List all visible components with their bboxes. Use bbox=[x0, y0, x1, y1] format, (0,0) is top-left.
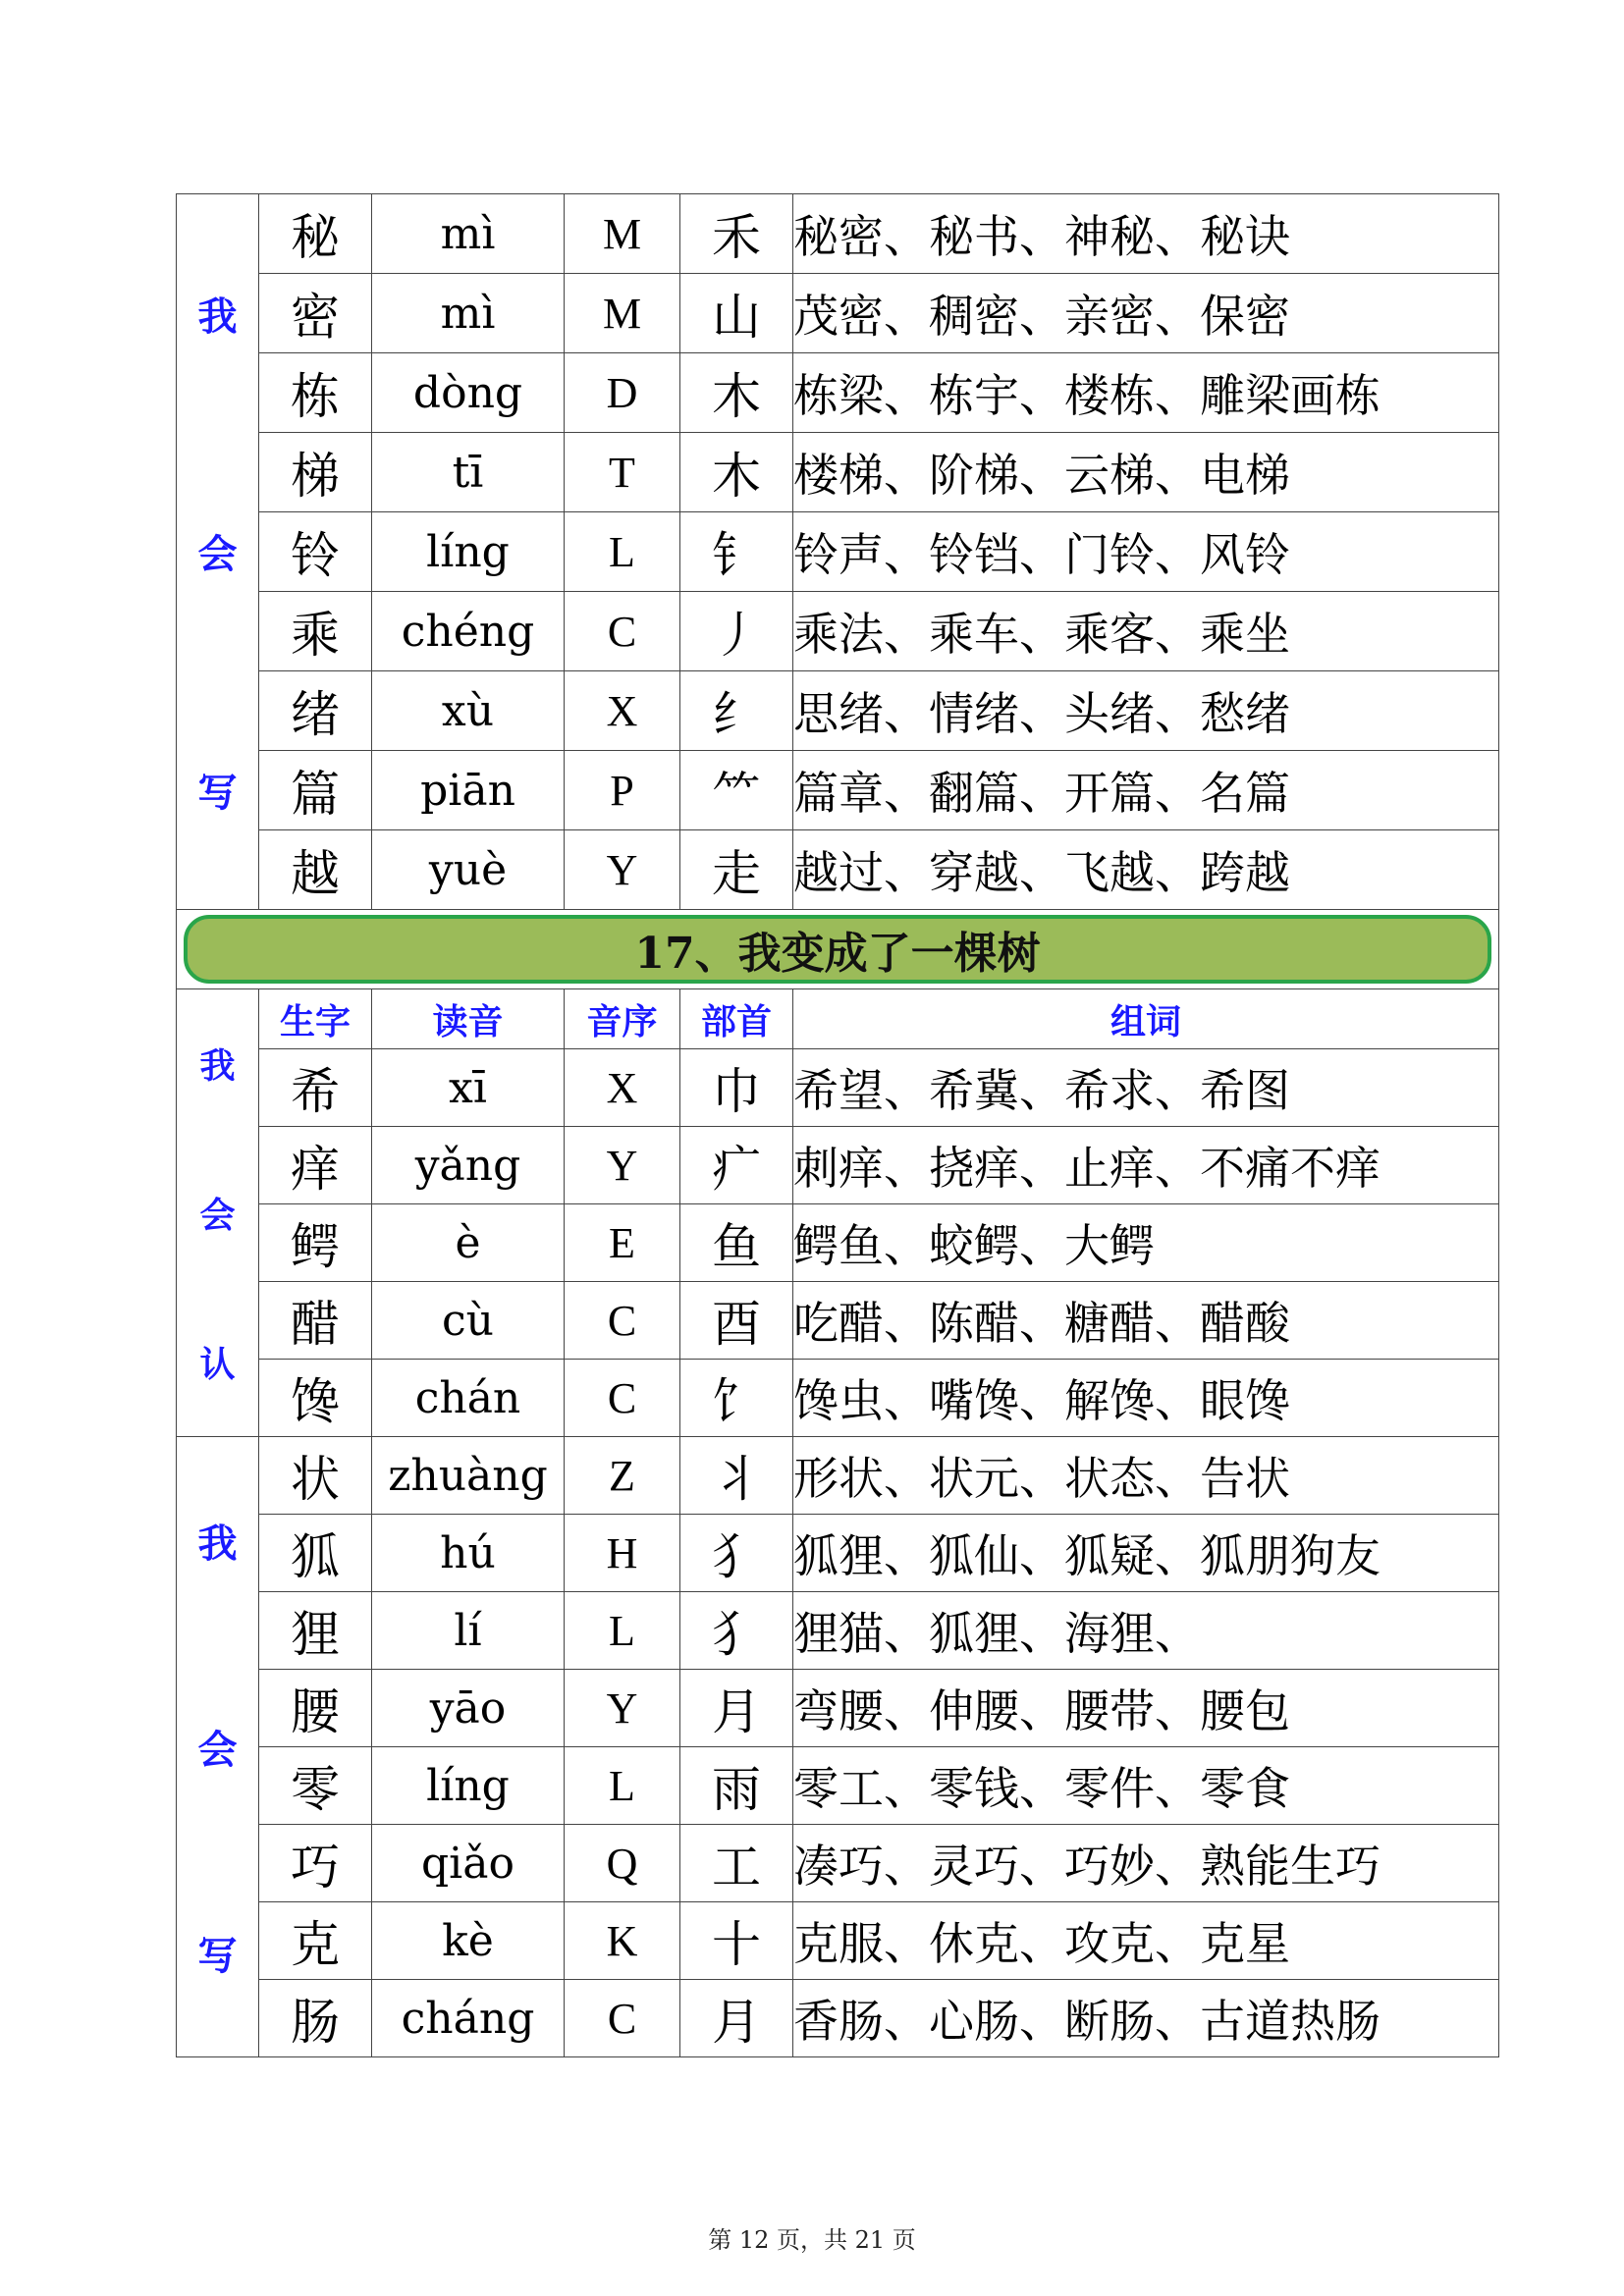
pinyin-cell: xù bbox=[372, 671, 565, 751]
radical-cell: 纟 bbox=[680, 671, 793, 751]
words-cell: 零工、零钱、零件、零食 bbox=[793, 1747, 1499, 1825]
table-row bbox=[177, 1592, 1499, 1670]
words-cell: 形状、状元、状态、告状 bbox=[793, 1437, 1499, 1515]
side-label-char: 我 bbox=[197, 294, 238, 340]
index-letter-cell: E bbox=[565, 1204, 680, 1282]
radical-cell: ⺮ bbox=[680, 751, 793, 830]
index-letter-cell: M bbox=[565, 194, 680, 274]
character-cell: 乘 bbox=[259, 592, 372, 671]
character-cell: 鳄 bbox=[259, 1204, 372, 1282]
index-letter-cell: T bbox=[565, 433, 680, 512]
pinyin-cell: líng bbox=[372, 512, 565, 592]
table-row bbox=[177, 1980, 1499, 2057]
table-row bbox=[177, 830, 1499, 910]
header-pinyin: 读音 bbox=[372, 989, 565, 1049]
pinyin-cell: cù bbox=[372, 1282, 565, 1360]
words-cell: 吃醋、陈醋、糖醋、醋酸 bbox=[793, 1282, 1499, 1360]
pinyin-cell: qiǎo bbox=[372, 1825, 565, 1902]
header-words: 组词 bbox=[793, 989, 1499, 1049]
pinyin-cell: mì bbox=[372, 194, 565, 274]
table-row bbox=[177, 1437, 1499, 1515]
table-row bbox=[177, 1670, 1499, 1747]
pinyin-cell: lí bbox=[372, 1592, 565, 1670]
radical-cell: 禾 bbox=[680, 194, 793, 274]
vocab-table-body bbox=[177, 194, 1499, 2057]
character-cell: 巧 bbox=[259, 1825, 372, 1902]
table-row bbox=[177, 751, 1499, 830]
character-cell: 狐 bbox=[259, 1515, 372, 1592]
character-cell: 克 bbox=[259, 1902, 372, 1980]
words-cell: 鳄鱼、蛟鳄、大鳄 bbox=[793, 1204, 1499, 1282]
character-cell: 秘 bbox=[259, 194, 372, 274]
character-cell: 零 bbox=[259, 1747, 372, 1825]
radical-cell: 月 bbox=[680, 1670, 793, 1747]
table-row bbox=[177, 194, 1499, 274]
lesson-title-banner: 17、我变成了一棵树 bbox=[184, 915, 1491, 984]
radical-cell: 走 bbox=[680, 830, 793, 910]
character-cell: 痒 bbox=[259, 1127, 372, 1204]
table-row bbox=[177, 671, 1499, 751]
side-label-char: 会 bbox=[199, 1195, 236, 1236]
character-cell: 醋 bbox=[259, 1282, 372, 1360]
words-cell: 秘密、秘书、神秘、秘诀 bbox=[793, 194, 1499, 274]
pinyin-cell: yǎng bbox=[372, 1127, 565, 1204]
character-cell: 绪 bbox=[259, 671, 372, 751]
pinyin-cell: hú bbox=[372, 1515, 565, 1592]
words-cell: 刺痒、挠痒、止痒、不痛不痒 bbox=[793, 1127, 1499, 1204]
index-letter-cell: L bbox=[565, 1592, 680, 1670]
index-letter-cell: C bbox=[565, 1282, 680, 1360]
header-char: 生字 bbox=[259, 989, 372, 1049]
table-row bbox=[177, 512, 1499, 592]
index-letter-cell: L bbox=[565, 1747, 680, 1825]
pinyin-cell: cháng bbox=[372, 1980, 565, 2057]
lesson-title-cell bbox=[177, 910, 1499, 989]
index-letter-cell: X bbox=[565, 1049, 680, 1127]
side-label-char: 我 bbox=[197, 1521, 238, 1567]
side-label-stack bbox=[177, 1437, 258, 2056]
index-letter-cell: C bbox=[565, 592, 680, 671]
character-cell: 希 bbox=[259, 1049, 372, 1127]
index-letter-cell: Y bbox=[565, 1670, 680, 1747]
vocab-table bbox=[176, 193, 1499, 2057]
words-cell: 香肠、心肠、断肠、古道热肠 bbox=[793, 1980, 1499, 2057]
radical-cell: 山 bbox=[680, 274, 793, 353]
character-cell: 状 bbox=[259, 1437, 372, 1515]
radical-cell: 巾 bbox=[680, 1049, 793, 1127]
index-letter-cell: H bbox=[565, 1515, 680, 1592]
pinyin-cell: yāo bbox=[372, 1670, 565, 1747]
side-label-cell bbox=[177, 989, 259, 1437]
words-cell: 栋梁、栋宇、楼栋、雕梁画栋 bbox=[793, 353, 1499, 433]
index-letter-cell: K bbox=[565, 1902, 680, 1980]
table-row bbox=[177, 1204, 1499, 1282]
index-letter-cell: Y bbox=[565, 1127, 680, 1204]
words-cell: 馋虫、嘴馋、解馋、眼馋 bbox=[793, 1360, 1499, 1437]
side-label-stack bbox=[177, 989, 258, 1436]
table-row bbox=[177, 433, 1499, 512]
pinyin-cell: mì bbox=[372, 274, 565, 353]
words-cell: 狐狸、狐仙、狐疑、狐朋狗友 bbox=[793, 1515, 1499, 1592]
radical-cell: 钅 bbox=[680, 512, 793, 592]
radical-cell: 雨 bbox=[680, 1747, 793, 1825]
table-row bbox=[177, 1360, 1499, 1437]
radical-cell: 酉 bbox=[680, 1282, 793, 1360]
side-label-stack bbox=[177, 194, 258, 909]
pinyin-cell: kè bbox=[372, 1902, 565, 1980]
pinyin-cell: yuè bbox=[372, 830, 565, 910]
index-letter-cell: X bbox=[565, 671, 680, 751]
side-label-char: 写 bbox=[197, 1934, 238, 1980]
table-row bbox=[177, 1049, 1499, 1127]
radical-cell: 丬 bbox=[680, 1437, 793, 1515]
character-cell: 馋 bbox=[259, 1360, 372, 1437]
words-cell: 思绪、情绪、头绪、愁绪 bbox=[793, 671, 1499, 751]
side-label-char: 会 bbox=[197, 1727, 238, 1773]
index-letter-cell: M bbox=[565, 274, 680, 353]
lesson-title-row bbox=[177, 910, 1499, 989]
radical-cell: 犭 bbox=[680, 1515, 793, 1592]
header-radical: 部首 bbox=[680, 989, 793, 1049]
pinyin-cell: zhuàng bbox=[372, 1437, 565, 1515]
character-cell: 肠 bbox=[259, 1980, 372, 2057]
radical-cell: 工 bbox=[680, 1825, 793, 1902]
table-row bbox=[177, 1515, 1499, 1592]
table-row bbox=[177, 1902, 1499, 1980]
index-letter-cell: P bbox=[565, 751, 680, 830]
index-letter-cell: C bbox=[565, 1980, 680, 2057]
table-row bbox=[177, 1127, 1499, 1204]
radical-cell: 疒 bbox=[680, 1127, 793, 1204]
words-cell: 弯腰、伸腰、腰带、腰包 bbox=[793, 1670, 1499, 1747]
words-cell: 茂密、稠密、亲密、保密 bbox=[793, 274, 1499, 353]
character-cell: 梯 bbox=[259, 433, 372, 512]
radical-cell: 木 bbox=[680, 353, 793, 433]
index-letter-cell: Z bbox=[565, 1437, 680, 1515]
character-cell: 越 bbox=[259, 830, 372, 910]
table-row bbox=[177, 1747, 1499, 1825]
radical-cell: 饣 bbox=[680, 1360, 793, 1437]
radical-cell: 丿 bbox=[680, 592, 793, 671]
index-letter-cell: Q bbox=[565, 1825, 680, 1902]
side-label-char: 写 bbox=[197, 771, 238, 817]
index-letter-cell: L bbox=[565, 512, 680, 592]
radical-cell: 月 bbox=[680, 1980, 793, 2057]
table-row bbox=[177, 1825, 1499, 1902]
pinyin-cell: è bbox=[372, 1204, 565, 1282]
index-letter-cell: C bbox=[565, 1360, 680, 1437]
radical-cell: 十 bbox=[680, 1902, 793, 1980]
pinyin-cell: xī bbox=[372, 1049, 565, 1127]
pinyin-cell: piān bbox=[372, 751, 565, 830]
page-footer: 第 12 页，共 21 页 bbox=[708, 2226, 916, 2254]
pinyin-cell: tī bbox=[372, 433, 565, 512]
words-cell: 乘法、乘车、乘客、乘坐 bbox=[793, 592, 1499, 671]
character-cell: 篇 bbox=[259, 751, 372, 830]
side-label-char: 认 bbox=[199, 1344, 236, 1385]
words-cell: 楼梯、阶梯、云梯、电梯 bbox=[793, 433, 1499, 512]
side-label-cell bbox=[177, 194, 259, 910]
column-header-row bbox=[177, 989, 1499, 1049]
table-row bbox=[177, 353, 1499, 433]
words-cell: 越过、穿越、飞越、跨越 bbox=[793, 830, 1499, 910]
side-label-char: 我 bbox=[199, 1046, 236, 1088]
words-cell: 铃声、铃铛、门铃、风铃 bbox=[793, 512, 1499, 592]
character-cell: 腰 bbox=[259, 1670, 372, 1747]
side-label-char: 会 bbox=[197, 532, 238, 578]
index-letter-cell: Y bbox=[565, 830, 680, 910]
words-cell: 凑巧、灵巧、巧妙、熟能生巧 bbox=[793, 1825, 1499, 1902]
pinyin-cell: chán bbox=[372, 1360, 565, 1437]
character-cell: 密 bbox=[259, 274, 372, 353]
table-row bbox=[177, 1282, 1499, 1360]
radical-cell: 鱼 bbox=[680, 1204, 793, 1282]
side-label-cell bbox=[177, 1437, 259, 2057]
pinyin-cell: chéng bbox=[372, 592, 565, 671]
character-cell: 铃 bbox=[259, 512, 372, 592]
words-cell: 篇章、翻篇、开篇、名篇 bbox=[793, 751, 1499, 830]
pinyin-cell: líng bbox=[372, 1747, 565, 1825]
radical-cell: 木 bbox=[680, 433, 793, 512]
table-row bbox=[177, 592, 1499, 671]
character-cell: 栋 bbox=[259, 353, 372, 433]
character-cell: 狸 bbox=[259, 1592, 372, 1670]
header-index: 音序 bbox=[565, 989, 680, 1049]
pinyin-cell: dòng bbox=[372, 353, 565, 433]
words-cell: 希望、希冀、希求、希图 bbox=[793, 1049, 1499, 1127]
index-letter-cell: D bbox=[565, 353, 680, 433]
words-cell: 狸猫、狐狸、海狸、 bbox=[793, 1592, 1499, 1670]
words-cell: 克服、休克、攻克、克星 bbox=[793, 1902, 1499, 1980]
radical-cell: 犭 bbox=[680, 1592, 793, 1670]
table-row bbox=[177, 274, 1499, 353]
